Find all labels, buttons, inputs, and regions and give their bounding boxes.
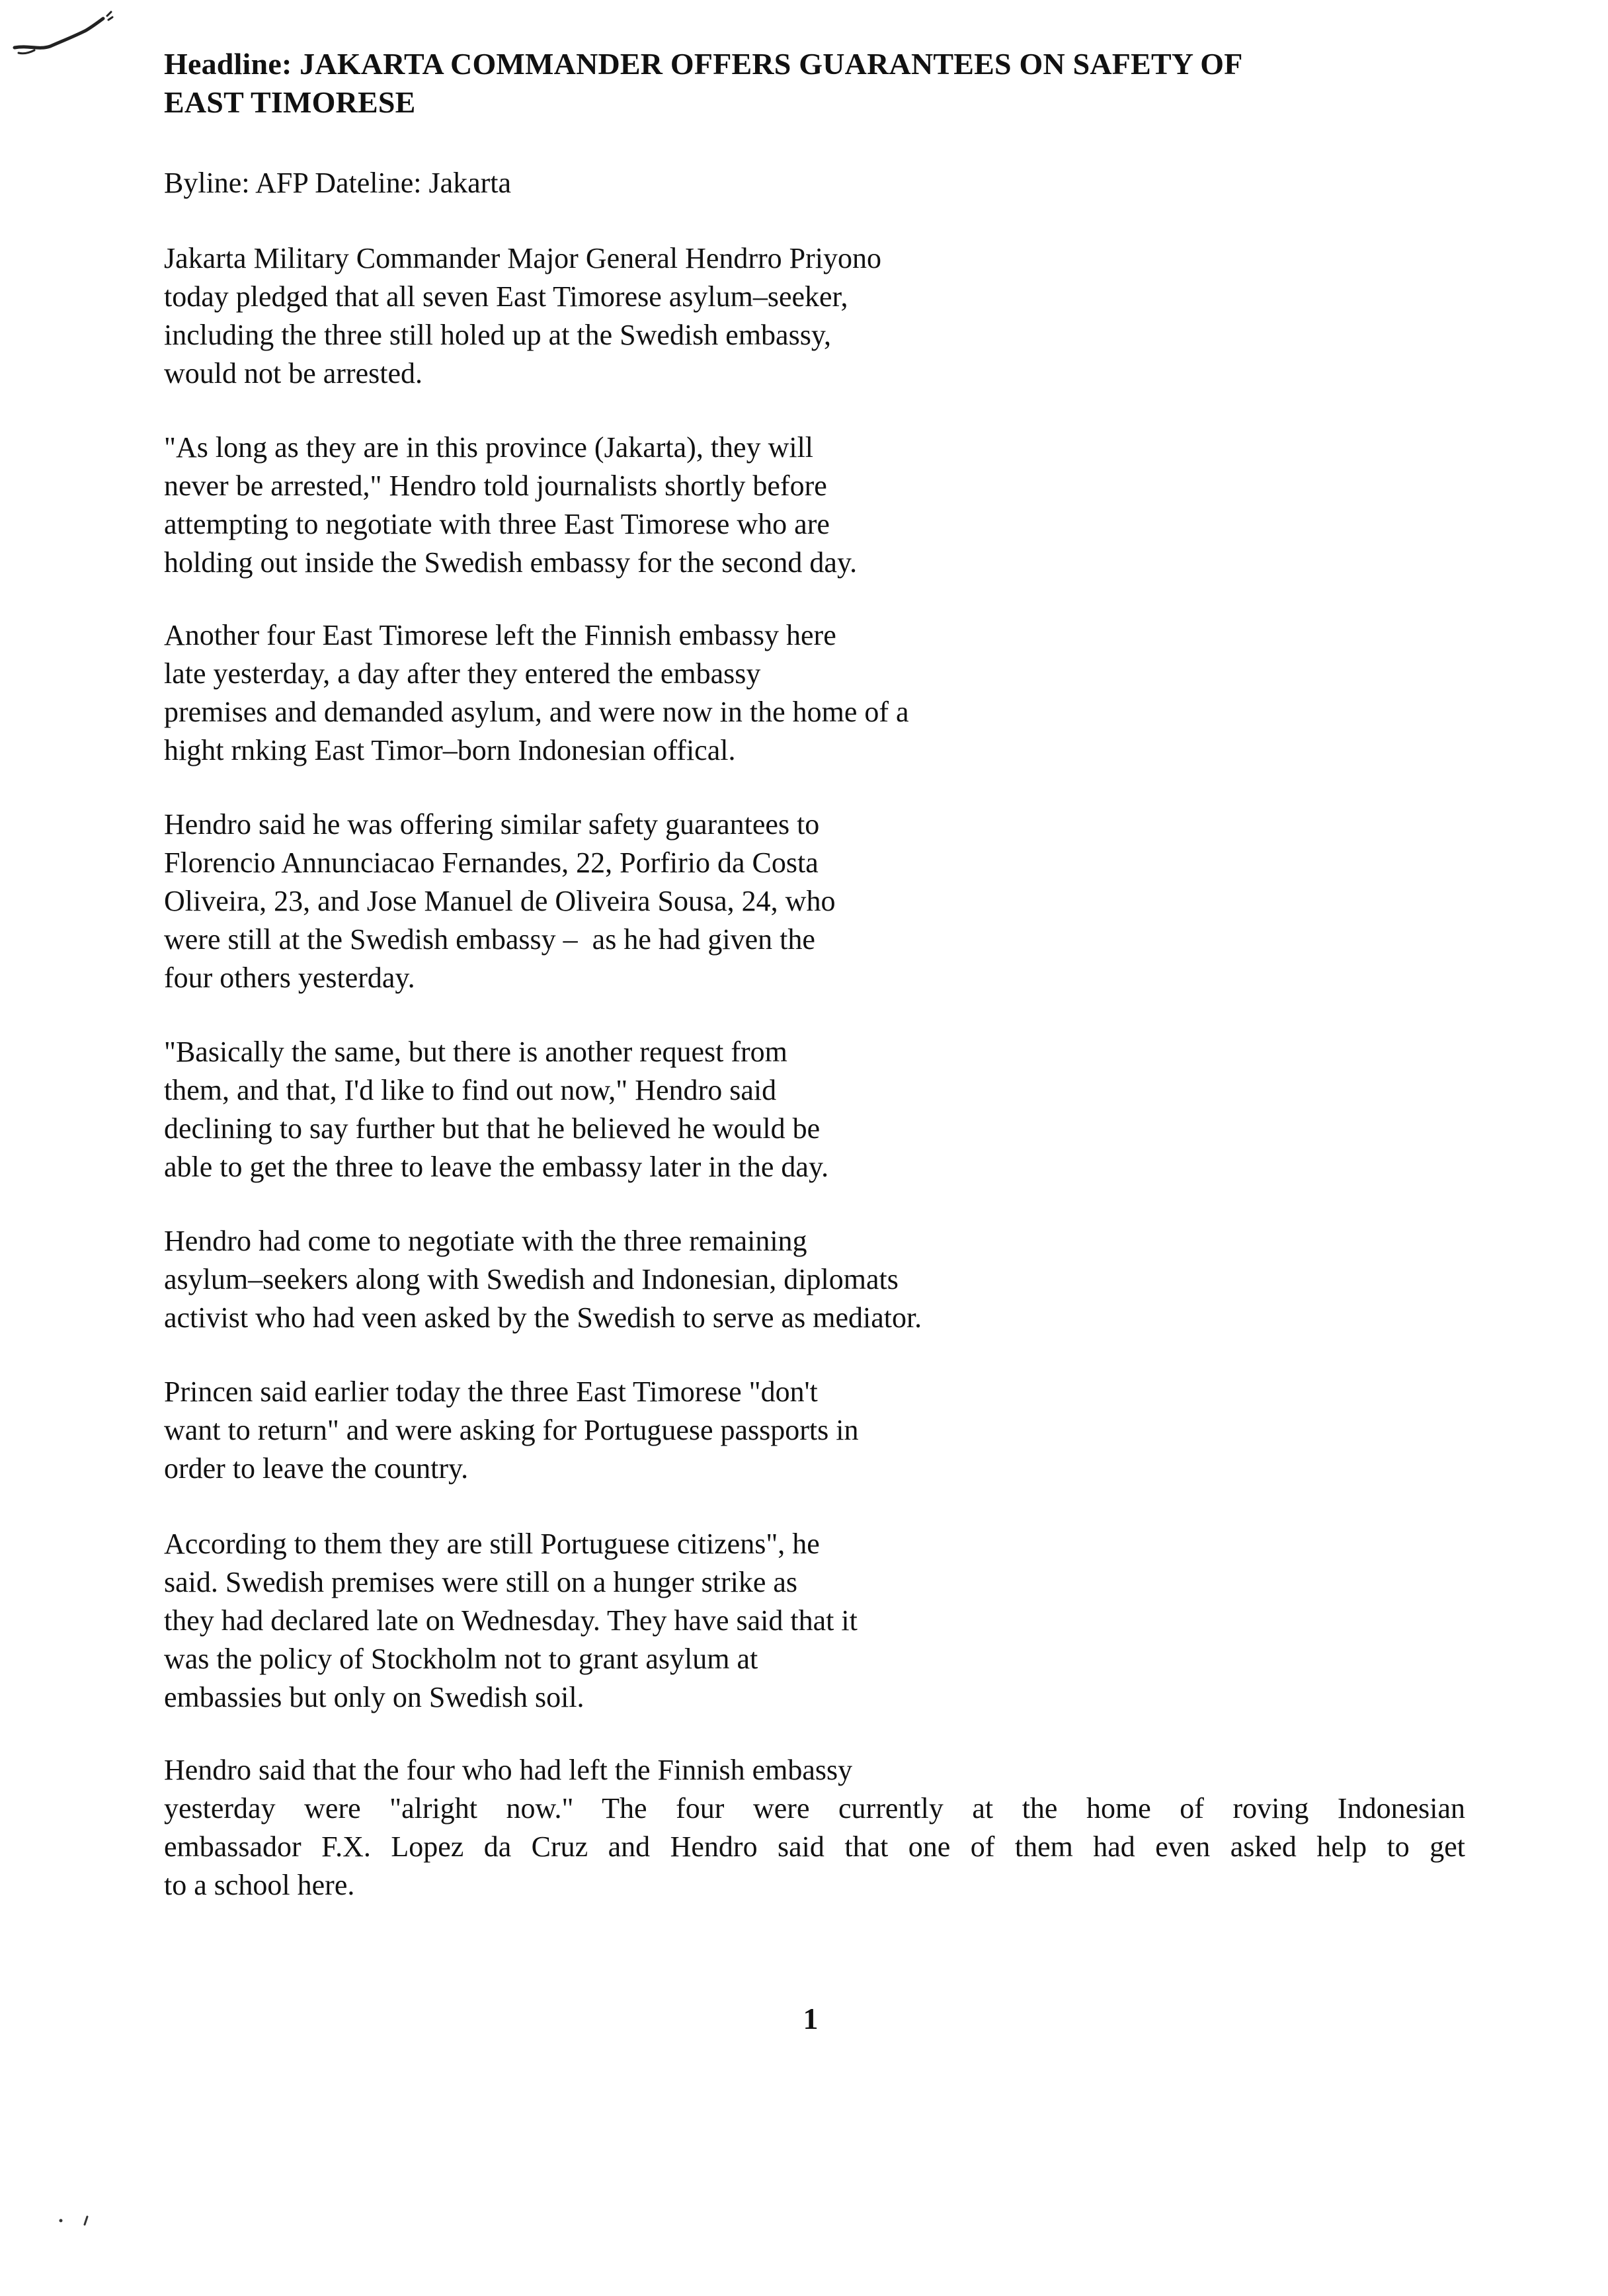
text-line: Another four East Timorese left the Finnish embassy here [164, 619, 836, 651]
text-line: hight rnking East Timor–born Indonesian offical. [164, 734, 736, 766]
text-line: activist who had veen asked by the Swedish to serve as mediator. [164, 1301, 922, 1334]
byline: Byline: AFP Dateline: Jakarta [164, 167, 512, 199]
text-line: four others yesterday. [164, 962, 415, 994]
text-line: Princen said earlier today the three East Timorese "don't [164, 1375, 818, 1408]
headline-line: Headline: JAKARTA COMMANDER OFFERS GUARANTEES ON SAFETY OF [164, 47, 1243, 81]
text-line: Hendro said he was offering similar safety guarantees to [164, 808, 820, 840]
text-line: embassador F.X. Lopez da Cruz and Hendro said that one of them had even asked help to get [164, 1830, 1465, 1863]
text-line: "As long as they are in this province (Jakarta), they will [164, 431, 814, 464]
headline [164, 45, 1486, 122]
paragraph-5 [164, 1033, 828, 1186]
text-line: order to leave the country. [164, 1452, 469, 1485]
paragraph-7 [164, 1373, 859, 1488]
paragraph-1 [164, 239, 881, 393]
text-line: embassies but only on Swedish soil. [164, 1681, 584, 1713]
paragraph-2 [164, 429, 857, 582]
scan-mark-icon [53, 2209, 106, 2229]
text-line: "Basically the same, but there is another request from [164, 1036, 787, 1068]
text-line: holding out inside the Swedish embassy for the second day. [164, 546, 858, 579]
text-line: Oliveira, 23, and Jose Manuel de Oliveira Sousa, 24, who [164, 885, 836, 917]
text-line: premises and demanded asylum, and were now in the home of a [164, 696, 909, 728]
text-line: today pledged that all seven East Timorese asylum–seeker, [164, 280, 848, 313]
text-line: they had declared late on Wednesday. They have said that it [164, 1604, 858, 1637]
text-line: late yesterday, a day after they entered the embassy [164, 657, 761, 690]
text-line: would not be arrested. [164, 357, 422, 390]
text-line: asylum–seekers along with Swedish and Indonesian, diplomats [164, 1263, 899, 1295]
text-line: to a school here. [164, 1869, 355, 1901]
text-line: attempting to negotiate with three East Timorese who are [164, 508, 830, 540]
text-line: them, and that, I'd like to find out now," Hendro said [164, 1074, 777, 1106]
paragraph-4 [164, 805, 835, 997]
text-line: were still at the Swedish embassy – as he had given the [164, 923, 815, 956]
paragraph-9 [164, 1751, 1465, 1905]
text-line: yesterday were "alright now." The four were currently at the home of roving Indonesian [164, 1792, 1465, 1824]
paragraph-6 [164, 1222, 922, 1337]
text-line: Hendro said that the four who had left the Finnish embassy [164, 1754, 853, 1786]
text-line: never be arrested," Hendro told journalists shortly before [164, 470, 827, 502]
text-line: was the policy of Stockholm not to grant asylum at [164, 1643, 758, 1675]
headline-line: EAST TIMORESE [164, 85, 416, 119]
text-line: According to them they are still Portuguese citizens", he [164, 1528, 820, 1560]
text-line: Florencio Annunciacao Fernandes, 22, Porfirio da Costa [164, 846, 819, 879]
paragraph-3 [164, 616, 909, 770]
text-line: able to get the three to leave the embassy later in the day. [164, 1151, 829, 1183]
text-line: including the three still holed up at the Swedish embassy, [164, 319, 831, 351]
text-line: Hendro had come to negotiate with the three remaining [164, 1225, 807, 1257]
text-line: declining to say further but that he believed he would be [164, 1112, 821, 1145]
handwritten-mark-icon [9, 7, 115, 60]
text-line: said. Swedish premises were still on a hunger strike as [164, 1566, 798, 1598]
paragraph-8 [164, 1525, 858, 1717]
text-line: Jakarta Military Commander Major General Hendrro Priyono [164, 242, 882, 274]
text-line: want to return" and were asking for Portuguese passports in [164, 1414, 859, 1446]
page-number: 1 [803, 2002, 819, 2035]
